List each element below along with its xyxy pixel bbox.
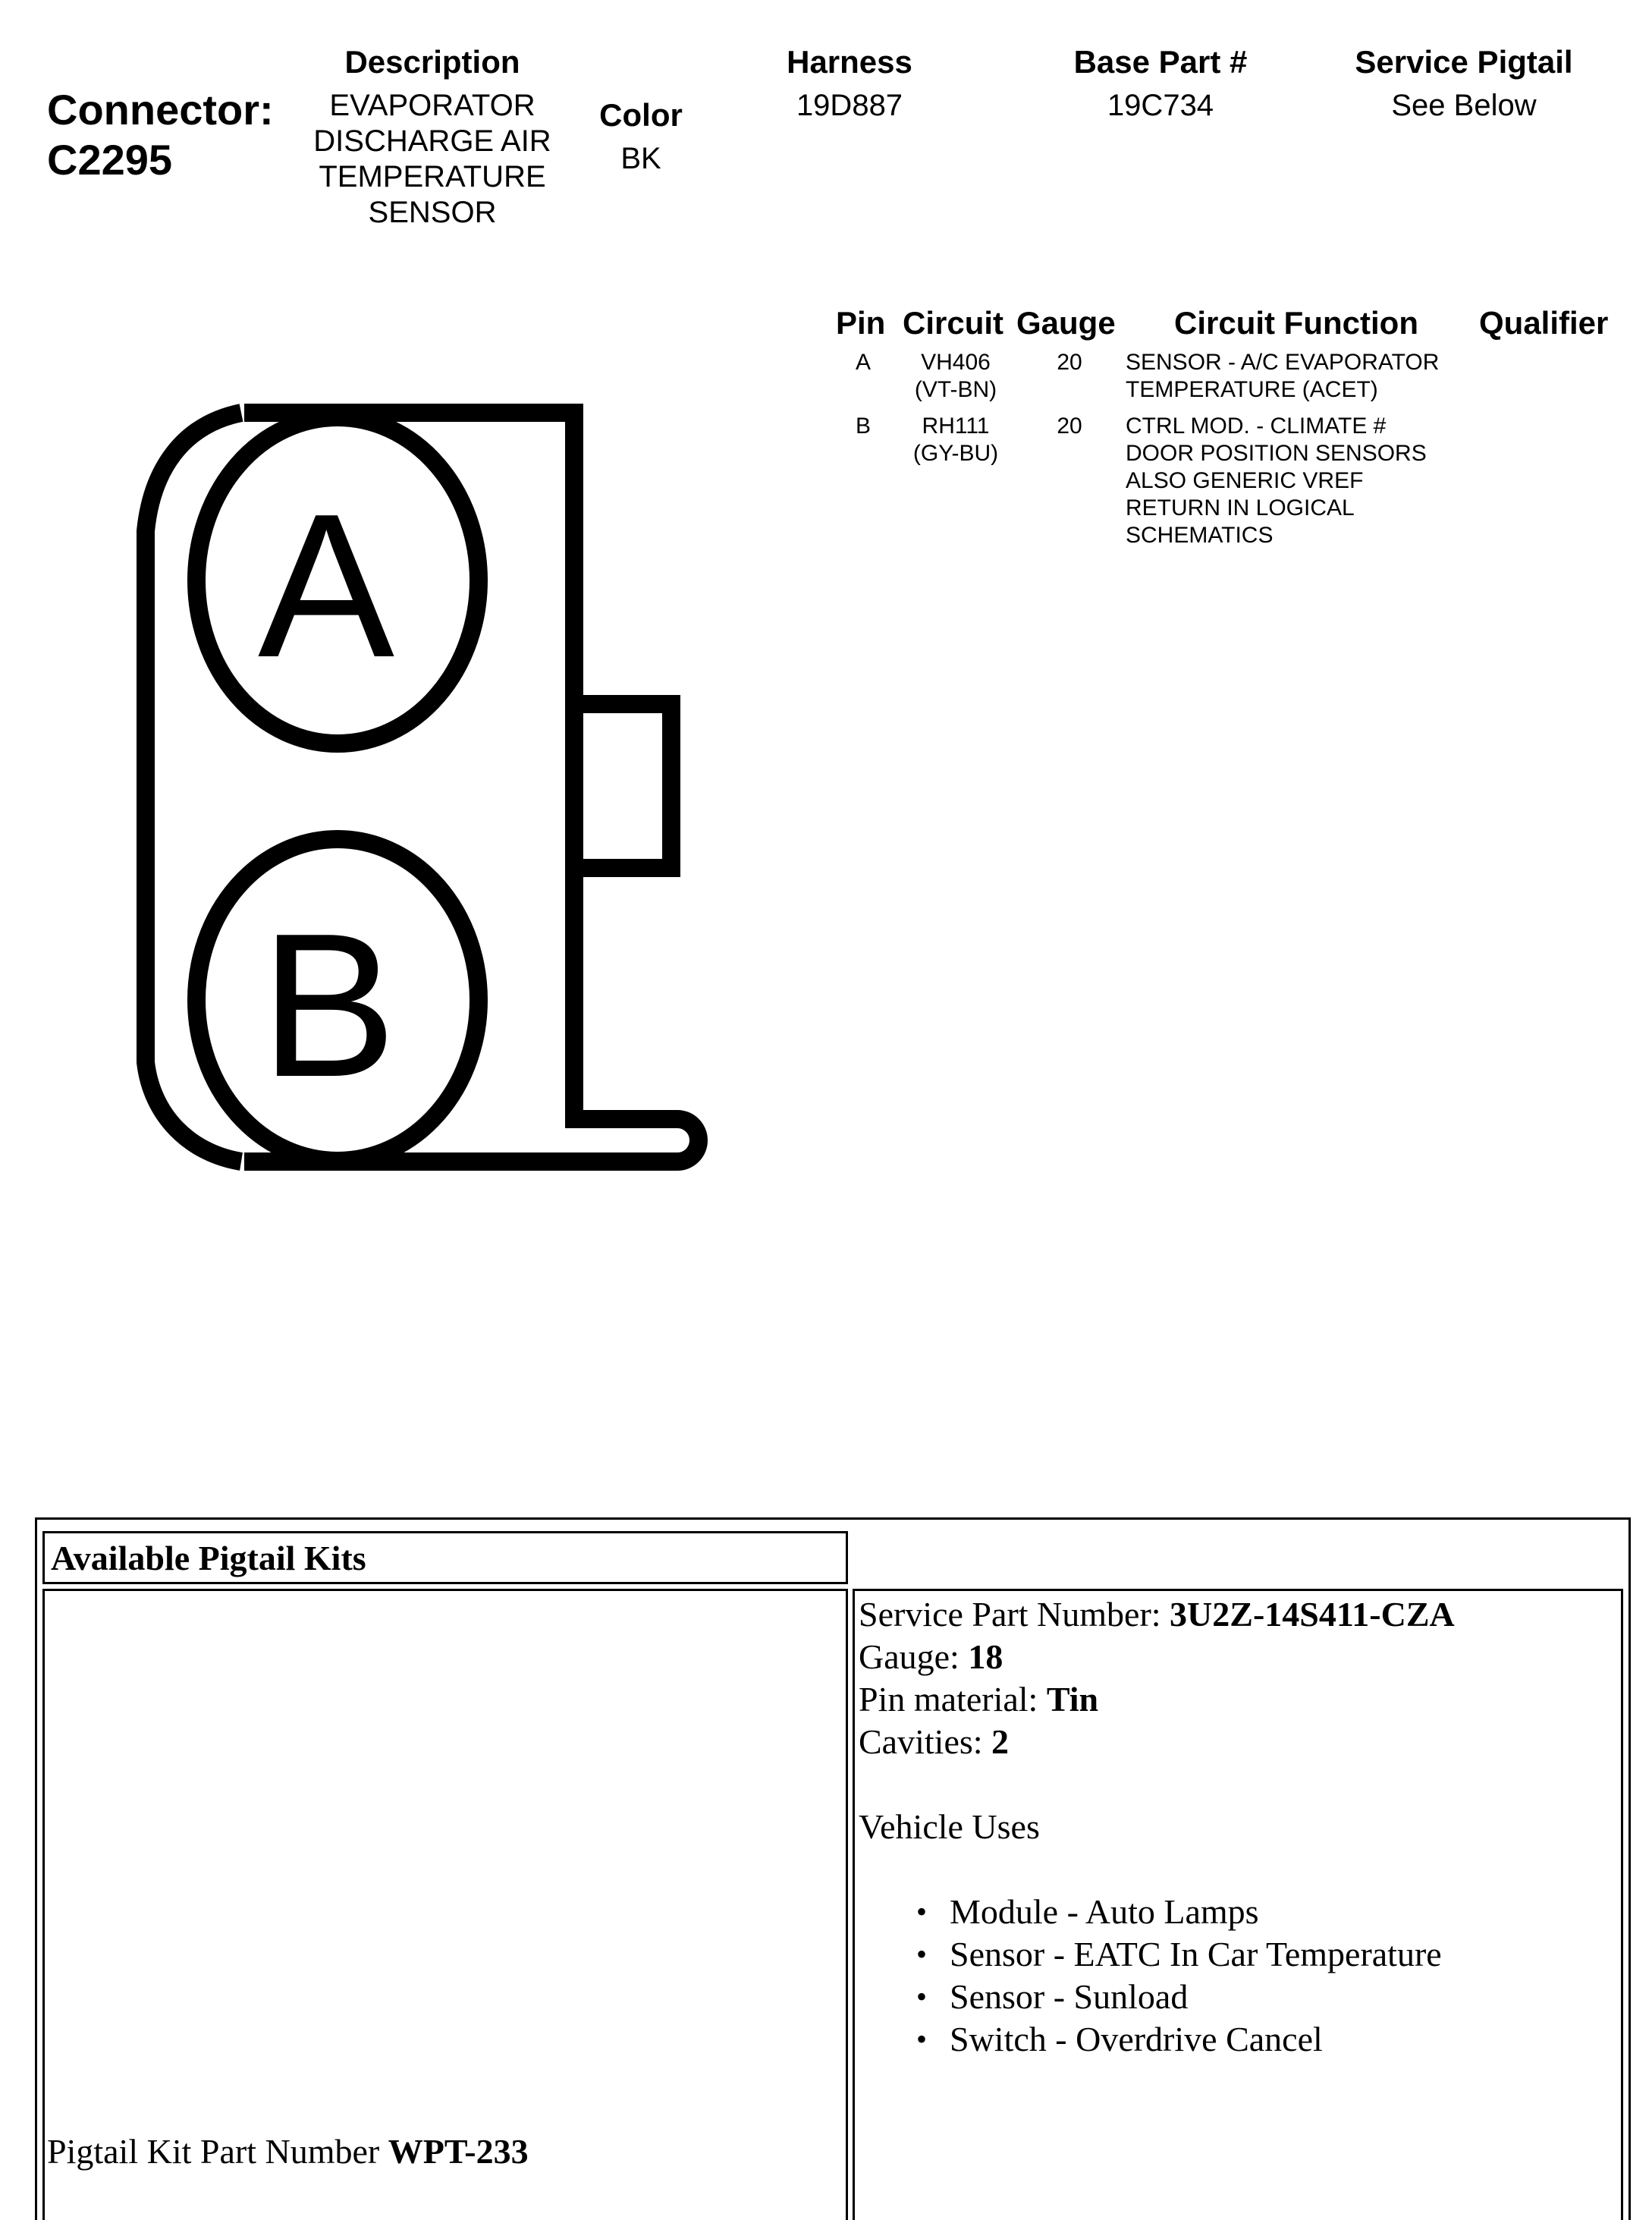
- cavities-value: 2: [991, 1722, 1010, 1761]
- connector-id: C2295: [47, 136, 173, 184]
- gauge-cell: 20: [1057, 413, 1082, 439]
- circuit-color: (VT-BN): [914, 377, 997, 402]
- pigtail-image-cell: [42, 1589, 848, 2220]
- gauge-label: Gauge:: [859, 1637, 969, 1676]
- circuit-color: (GY-BU): [912, 441, 999, 466]
- service-part-value: 3U2Z-14S411-CZA: [1170, 1595, 1455, 1634]
- service-pigtail-header: Service Pigtail: [1355, 44, 1573, 80]
- description-header: Description: [344, 44, 520, 80]
- vehicle-uses-heading: Vehicle Uses: [859, 1807, 1040, 1846]
- pigtail-details: [859, 1593, 1455, 2061]
- gauge-cell: 20: [1057, 350, 1082, 375]
- kit-part-value: WPT-233: [388, 2132, 529, 2171]
- color-value: BK: [620, 142, 661, 175]
- kit-part-label: Pigtail Kit Part Number: [47, 2132, 388, 2171]
- pigtail-kit-part-number: [47, 2130, 529, 2173]
- function-line: TEMPERATURE (ACET): [1126, 377, 1378, 402]
- description-line: EVAPORATOR: [329, 89, 535, 122]
- base-part-value: 19C734: [1107, 89, 1214, 122]
- qualifier-header: Qualifier: [1479, 305, 1609, 341]
- list-item: • Sensor - Sunload: [906, 1976, 1455, 2018]
- cavity-b-label: B: [259, 891, 397, 1120]
- cavities-label: Cavities:: [859, 1722, 992, 1761]
- function-line: CTRL MOD. - CLIMATE #: [1126, 413, 1387, 439]
- list-item: • Sensor - EATC In Car Temperature: [906, 1933, 1455, 1976]
- function-line: ALSO GENERIC VREF: [1126, 468, 1364, 493]
- pigtail-section-title: Available Pigtail Kits: [42, 1531, 848, 1584]
- pin-cell: B: [856, 413, 872, 439]
- description-line: DISCHARGE AIR: [313, 124, 551, 158]
- pin-material-value: Tin: [1046, 1680, 1099, 1718]
- pin-material-label: Pin material:: [859, 1680, 1047, 1718]
- gauge-header: Gauge: [1016, 305, 1116, 341]
- service-pigtail-value: See Below: [1391, 89, 1537, 122]
- circuit-function-header: Circuit Function: [1174, 305, 1418, 341]
- base-part-header: Base Part #: [1073, 44, 1248, 80]
- harness-header: Harness: [787, 44, 912, 80]
- connector-label: Connector:: [47, 86, 274, 134]
- function-line: SENSOR - A/C EVAPORATOR: [1126, 350, 1440, 375]
- pin-header: Pin: [836, 305, 886, 341]
- gauge-value: 18: [968, 1637, 1003, 1676]
- pin-material-line: [859, 1678, 1455, 1721]
- function-line: RETURN IN LOGICAL: [1126, 495, 1355, 520]
- function-line: DOOR POSITION SENSORS: [1126, 441, 1427, 466]
- vehicle-uses-list: [906, 1891, 1455, 2061]
- housing-left-wall: [146, 413, 241, 1162]
- latch-tab: [574, 704, 671, 868]
- circuit-code: VH406: [921, 350, 991, 375]
- list-item: • Switch - Overdrive Cancel: [906, 2018, 1455, 2061]
- function-line: SCHEMATICS: [1126, 523, 1274, 548]
- cavity-a-label: A: [257, 472, 395, 700]
- pin-cell: A: [856, 350, 872, 375]
- color-header: Color: [599, 97, 683, 133]
- description-line: TEMPERATURE: [319, 160, 546, 193]
- description-line: SENSOR: [368, 196, 497, 229]
- service-part-line: [859, 1593, 1455, 1636]
- cavities-line: [859, 1721, 1455, 1763]
- gauge-line: [859, 1636, 1455, 1678]
- circuit-code: RH111: [922, 413, 990, 439]
- list-item: • Module - Auto Lamps: [906, 1891, 1455, 1933]
- service-part-label: Service Part Number:: [859, 1595, 1170, 1634]
- harness-value: 19D887: [796, 89, 903, 122]
- circuit-header: Circuit: [903, 305, 1004, 341]
